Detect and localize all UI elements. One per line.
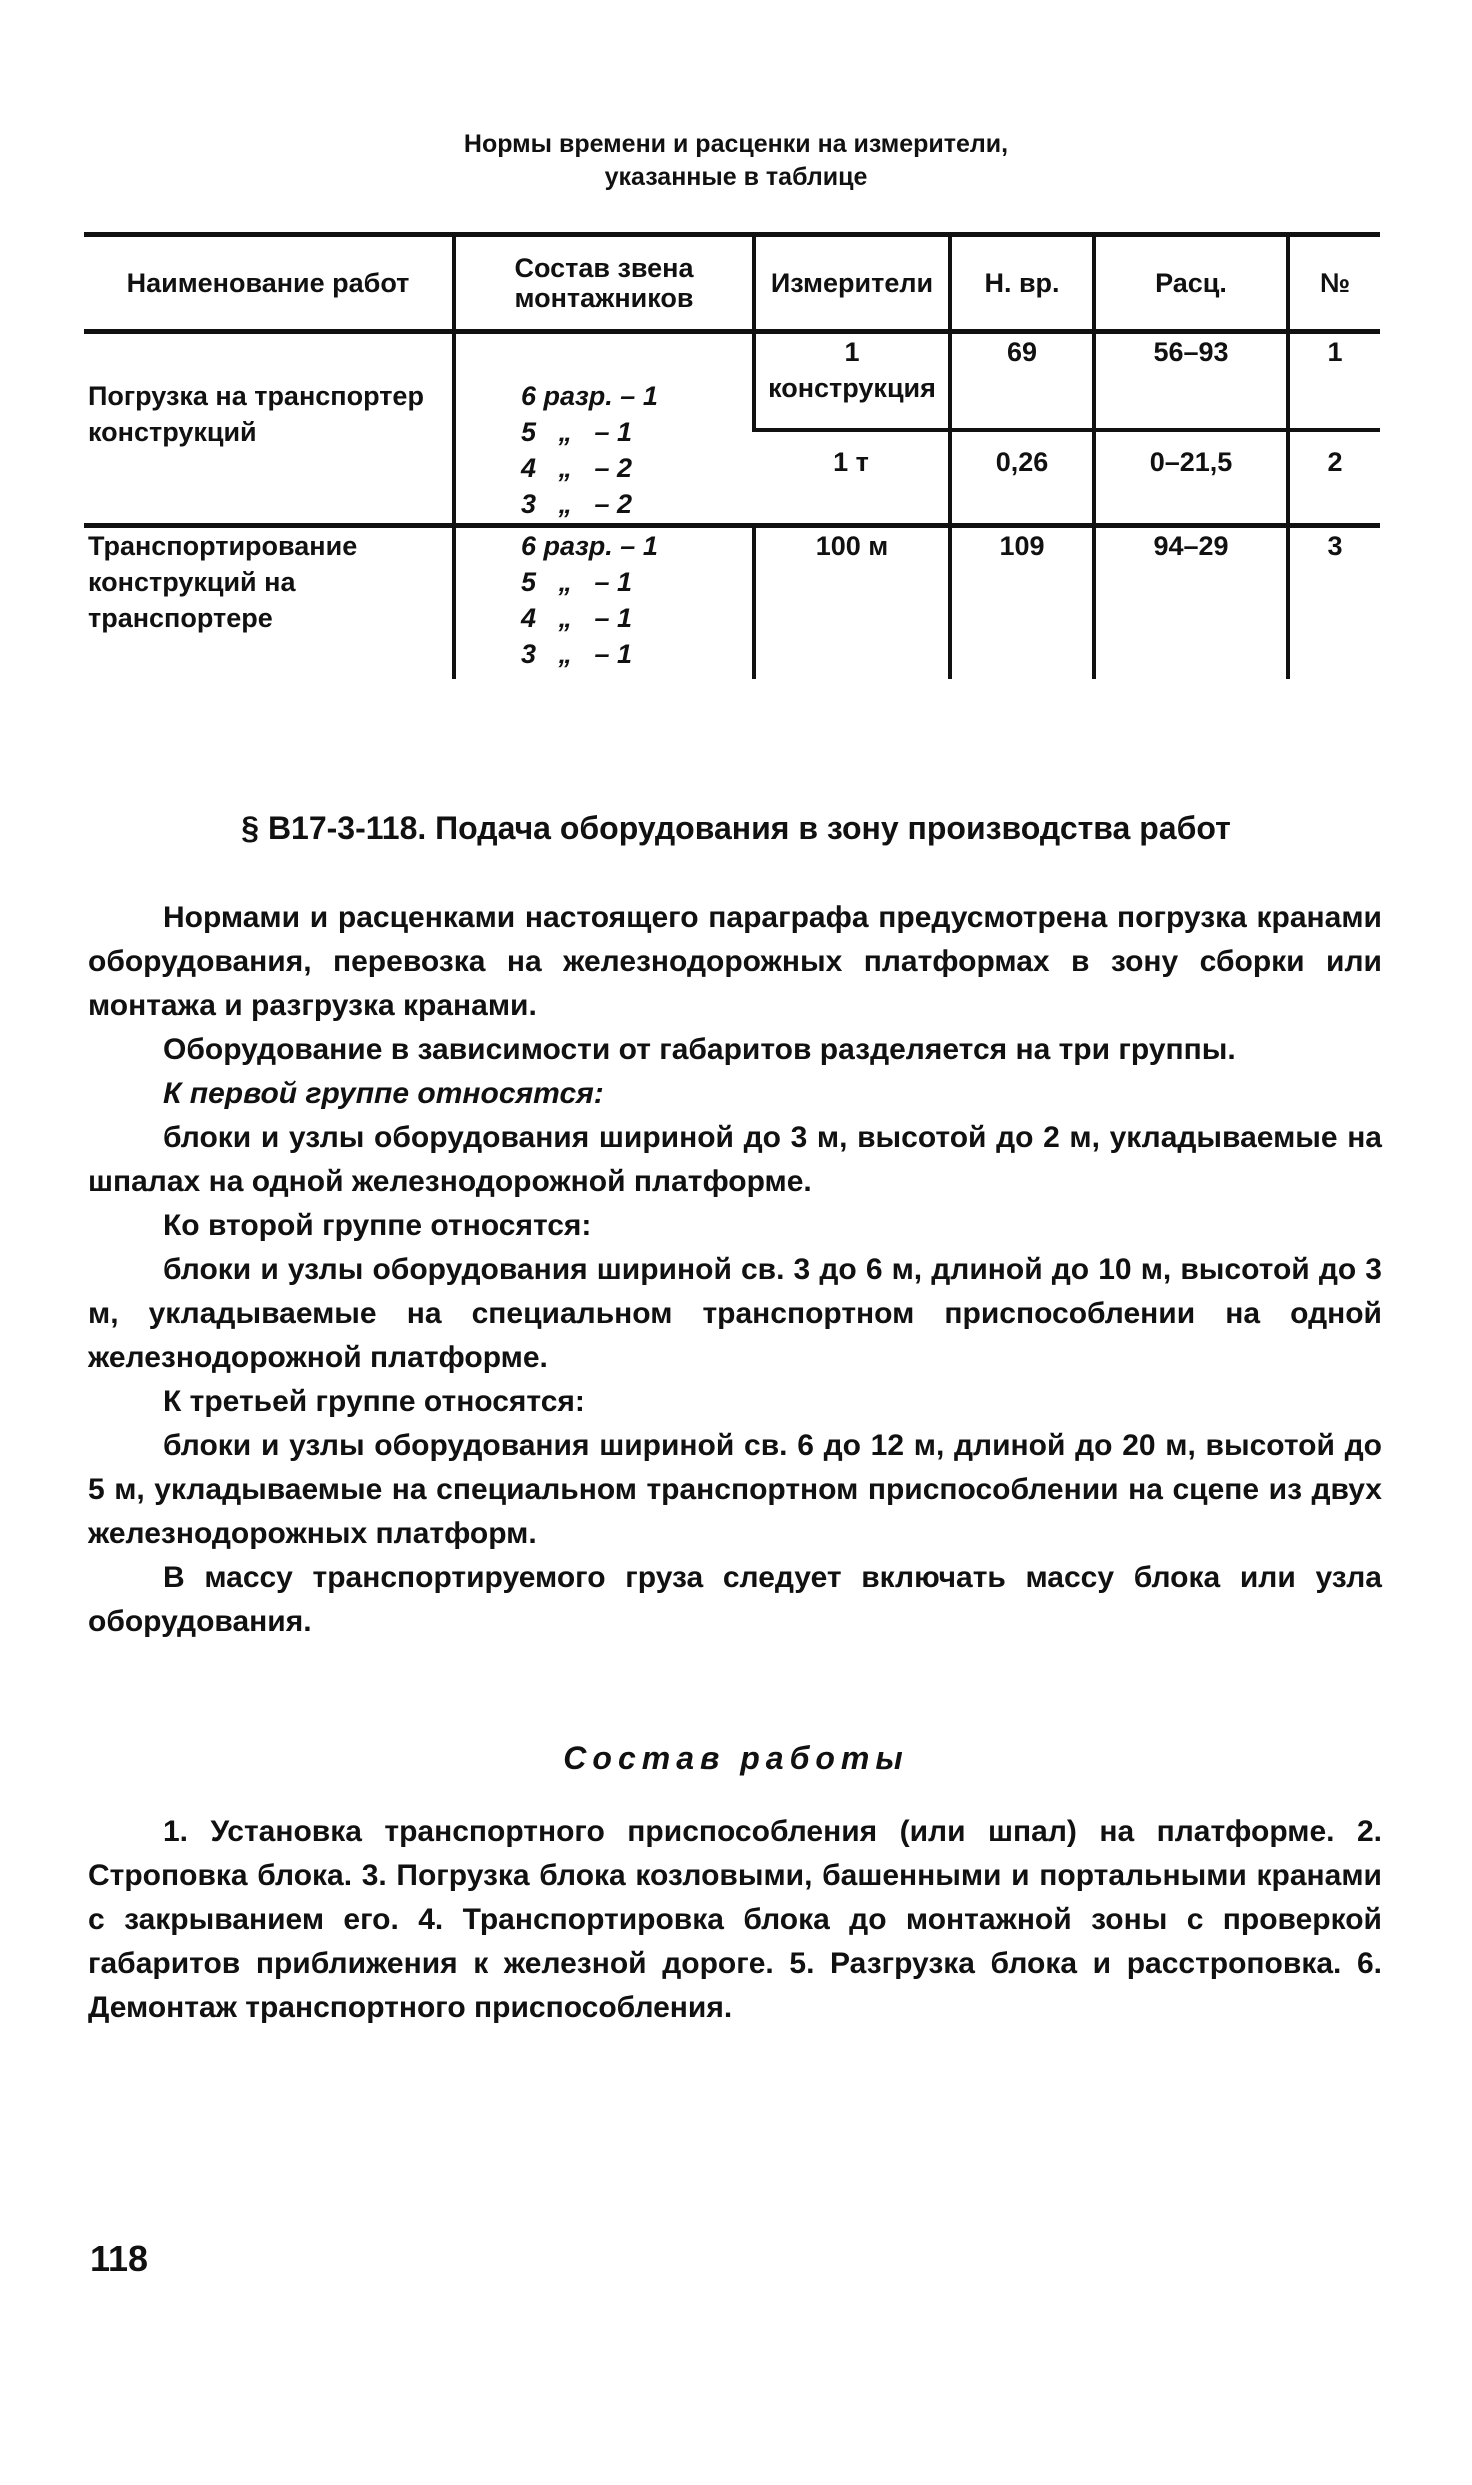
header-work-name: Наименование работ xyxy=(84,235,454,332)
row-unit: 100 м xyxy=(754,526,950,680)
paragraph: В массу транспортируемого груза следует включать массу блока или узла оборудования. xyxy=(88,1561,1382,1638)
table-header-row xyxy=(84,235,1380,332)
paragraph: блоки и узлы оборудования шириной св. 6 до 12 м, длиной до 20 м, высотой до 5 м, укладываемые на специальном транспортном приспособлении на сцепе из двух железнодорожных платформ. xyxy=(88,1429,1382,1550)
header-crew: Состав звена монтажников xyxy=(454,235,754,332)
row-price: 94–29 xyxy=(1094,526,1288,680)
table-row xyxy=(84,332,1380,430)
paragraph: блоки и узлы оборудования шириной до 3 м, высотой до 2 м, укладываемые на шпалах на одной железнодорожной платформе. xyxy=(88,1121,1382,1198)
section-title: § В17-3-118. Подача оборудования в зону производства работ xyxy=(241,810,1231,846)
table-caption xyxy=(0,128,1472,194)
row-crew: 6 разр. – 1 5 „ – 1 4 „ – 1 3 „ – 1 xyxy=(454,526,754,680)
row-work-name: Транспортирование конструкций на транспортере xyxy=(84,526,454,680)
page-number: 118 xyxy=(90,2238,149,2279)
caption-line-1: Нормы времени и расценки на измерители, xyxy=(463,130,1009,158)
header-norm-time: Н. вр. xyxy=(950,235,1094,332)
paragraph: блоки и узлы оборудования шириной св. 3 до 6 м, длиной до 10 м, высотой до 3 м, укладываемые на специальном транспортном приспособлении на одной железнодорожной платформе. xyxy=(88,1253,1382,1374)
work-text: 1. Установка транспортного приспособления (или шпал) на платформе. 2. Строповка блока. 3. Погрузка блока козловыми, башенными и портальными кранами с закрыванием его. 4. Транспортировка блока до монтажной зоны с проверкой габаритов приближения к железной дороге. 5. Разгрузка блока и расстроповка. 6. Демонтаж транспортного приспособления. xyxy=(88,1815,1382,2024)
header-number: № xyxy=(1288,235,1380,332)
work-text-block xyxy=(88,1810,1382,2030)
norms-table xyxy=(84,232,1380,679)
paragraph: Нормами и расценками настоящего параграфа предусмотрена погрузка кранами оборудования, перевозка на железнодорожных платформах в зону сборки или монтажа и разгрузка кранами. xyxy=(88,901,1382,1022)
header-unit: Измерители xyxy=(754,235,950,332)
row-work-name: Погрузка на транспортер конструкций xyxy=(88,381,424,447)
row-number: 1 xyxy=(1288,332,1380,430)
row-norm-time: 109 xyxy=(950,526,1094,680)
row-number: 3 xyxy=(1288,526,1380,680)
paragraph: Ко второй группе относятся: xyxy=(163,1209,592,1242)
row-unit: 1 т xyxy=(754,430,950,526)
row-crew: 6 разр. – 1 5 „ – 1 4 „ – 2 3 „ – 2 xyxy=(454,332,754,526)
work-heading: Состав работы xyxy=(563,1740,909,1776)
row-price: 0–21,5 xyxy=(1094,430,1288,526)
row-norm-time: 69 xyxy=(950,332,1094,430)
row-unit: 1 конструкция xyxy=(754,332,950,430)
row-price: 56–93 xyxy=(1094,332,1288,430)
body-text xyxy=(88,896,1382,1644)
paragraph: К третьей группе относятся: xyxy=(163,1385,585,1418)
paragraph: Оборудование в зависимости от габаритов разделяется на три группы. xyxy=(163,1033,1236,1066)
table-row xyxy=(84,526,1380,680)
row-number: 2 xyxy=(1288,430,1380,526)
caption-line-2: указанные в таблице xyxy=(604,163,868,191)
row-norm-time: 0,26 xyxy=(950,430,1094,526)
header-price: Расц. xyxy=(1094,235,1288,332)
paragraph: К первой группе относятся: xyxy=(163,1077,604,1110)
